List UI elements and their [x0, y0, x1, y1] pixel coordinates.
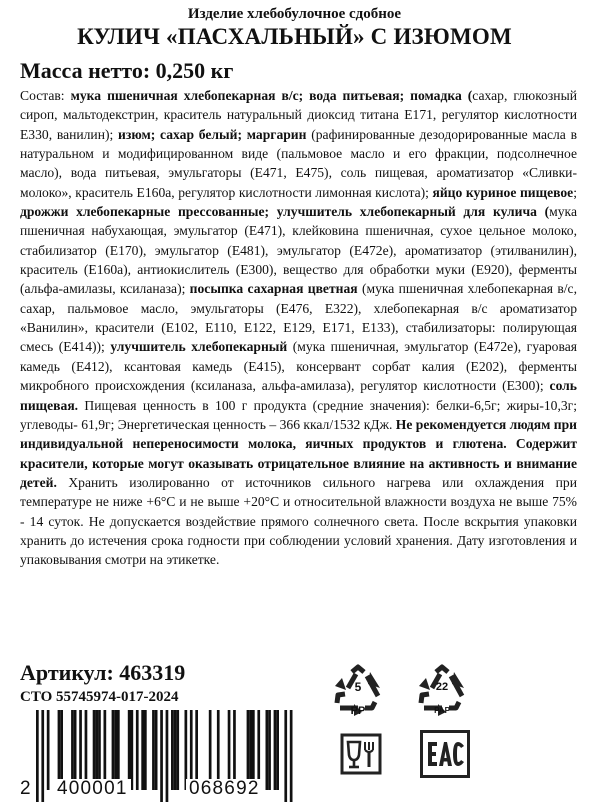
composition-segment: (мука пшеничная хлебопекарная в/с, сахар, пальмовое масло, эмульгаторы (Е476, Е322), хлебопекарная в/с ароматизатор «Ванилин», красители (Е102, Е110, Е122, Е129, Е171, Е133), стабилизаторы: полирующая смесь (Е414));	[20, 281, 577, 355]
barcode-bar	[155, 710, 158, 790]
net-mass: Масса нетто: 0,250 кг	[20, 58, 234, 83]
barcode-first-digit: 2	[20, 778, 32, 799]
barcode-bar	[47, 710, 50, 790]
recycle-material-pap: PAP	[434, 706, 450, 715]
barcode-bar	[274, 710, 277, 790]
barcode-bar	[266, 710, 269, 790]
barcode-bar	[276, 710, 279, 790]
allergen-warning: Не рекомендуется людям при индивидуальной непереносимости молока, яичных продуктов и глютена. Содержит красители, которые могут оказывать отрицательное влияние на активность и внимание детей.	[20, 416, 577, 490]
barcode-guard-bar	[36, 710, 39, 802]
barcode-bar	[176, 710, 179, 790]
composition-segment-bold: улучшитель хлебопекарный	[110, 339, 293, 355]
composition-segment-bold: изюм; сахар белый; маргарин	[118, 126, 312, 142]
sto-standard: СТО 55745974-017-2024	[20, 689, 179, 705]
barcode-bar	[185, 710, 188, 790]
barcode-bar	[136, 710, 139, 790]
barcode-bar	[171, 710, 174, 790]
nutrition-text: Пищевая ценность в 100 г продукта (средние значения): белки-6,5г; жиры-10,3г; углеводы- 61,9г; Энергетическая ценность – 366 ккал/1532 кДж.	[20, 397, 577, 432]
barcode-bar	[152, 710, 155, 790]
composition-segment-bold: мука пшеничная хлебопекарная в/с; вода питьевая; помадка (	[70, 88, 473, 103]
barcode-bar	[144, 710, 147, 790]
barcode-bar	[268, 710, 271, 790]
barcode-guard-bar	[160, 710, 163, 802]
eac-mark-icon	[420, 730, 470, 778]
barcode-left-digits: 400001	[54, 779, 131, 799]
recycle-code-22: 22	[435, 681, 449, 693]
composition-segment: (мука пшеничная, эмульгатор (Е472е), гуаровая камедь (Е412), ксантовая камедь (Е415), консервант сорбат калия (Е202), ферменты микробного происхождения (ксиланаза, альфа-амилаза), регулятор кислотности (Е300);	[20, 339, 577, 394]
composition-segment-bold: яйцо куриное пищевое	[432, 184, 574, 200]
barcode-bar	[128, 710, 131, 790]
barcode-bar	[131, 710, 134, 790]
barcode-guard-bar	[41, 710, 44, 802]
composition-segment: сахар, глюкозный сироп, мальтодекстрин, краситель натуральный диоксид титана Е171, регулятор кислотности Е330, ванилин);	[20, 88, 577, 142]
recycle-code-5: 5	[354, 680, 362, 694]
composition-segment: Состав:	[20, 88, 71, 103]
product-category: Изделие хлебобулочное сдобное	[187, 6, 402, 22]
composition-segment: мука пшеничная набухающая, эмульгатор (Е471), клейковина пшеничная, сухое цельное молоко, стабилизатор (Е170), эмульгатор (Е481), эмульгатор (Е472е), ароматизатор (этилванилин), краситель (Е160а), антиокислитель (Е300), вещество для обработки муки (Е920), ферменты (альфа-амилазы, ксиланаза);	[20, 204, 577, 297]
barcode-guard-bar	[290, 710, 293, 802]
composition-segment: (рафинированные дезодорированные масла в натуральном и модифицированном виде (пальмовое масло и его фракции, подсолнечное масло), вода питьевая, эмульгаторы (Е471, Е475), соль пищевая, ароматизатор «Сливки-молоко», краситель Е160а, регулятор кислотности лимонная кислота);	[20, 126, 577, 200]
recycle-material-pp: PP	[350, 705, 366, 717]
food-contact-glass-fork-icon	[340, 733, 382, 775]
composition-segment-bold: посыпка сахарная цветная	[189, 281, 362, 297]
barcode-guard-bar	[284, 710, 287, 802]
composition-segment-bold: дрожжи хлебопекарные прессованные; улучшитель хлебопекарный для кулича (	[20, 204, 550, 220]
composition-segment-bold: соль пищевая.	[20, 378, 577, 413]
barcode-guard-bar	[166, 710, 169, 802]
product-title: КУЛИЧ «ПАСХАЛЬНЫЙ» С ИЗЮМОМ	[77, 24, 512, 49]
storage-text: Хранить изолированно от источников сильного нагрева или охлаждения при температуре не ниже +6°С и не выше +20°С и относительной влажности воздуха не выше 75% - 14 суток. Не допускается воздействие прямого солнечного света. После вскрытия упаковки хранить до истечения срока годности при соблюдении условий хранения. Дату изготовления и упаковывания смотри на этикетке.	[20, 474, 577, 568]
composition-text	[20, 86, 577, 570]
barcode-right-digits: 068692	[186, 779, 263, 799]
barcode-bar	[141, 710, 144, 790]
article-number: Артикул: 463319	[20, 660, 186, 685]
barcode-bar	[174, 710, 177, 790]
composition-segment: ;	[573, 184, 577, 200]
